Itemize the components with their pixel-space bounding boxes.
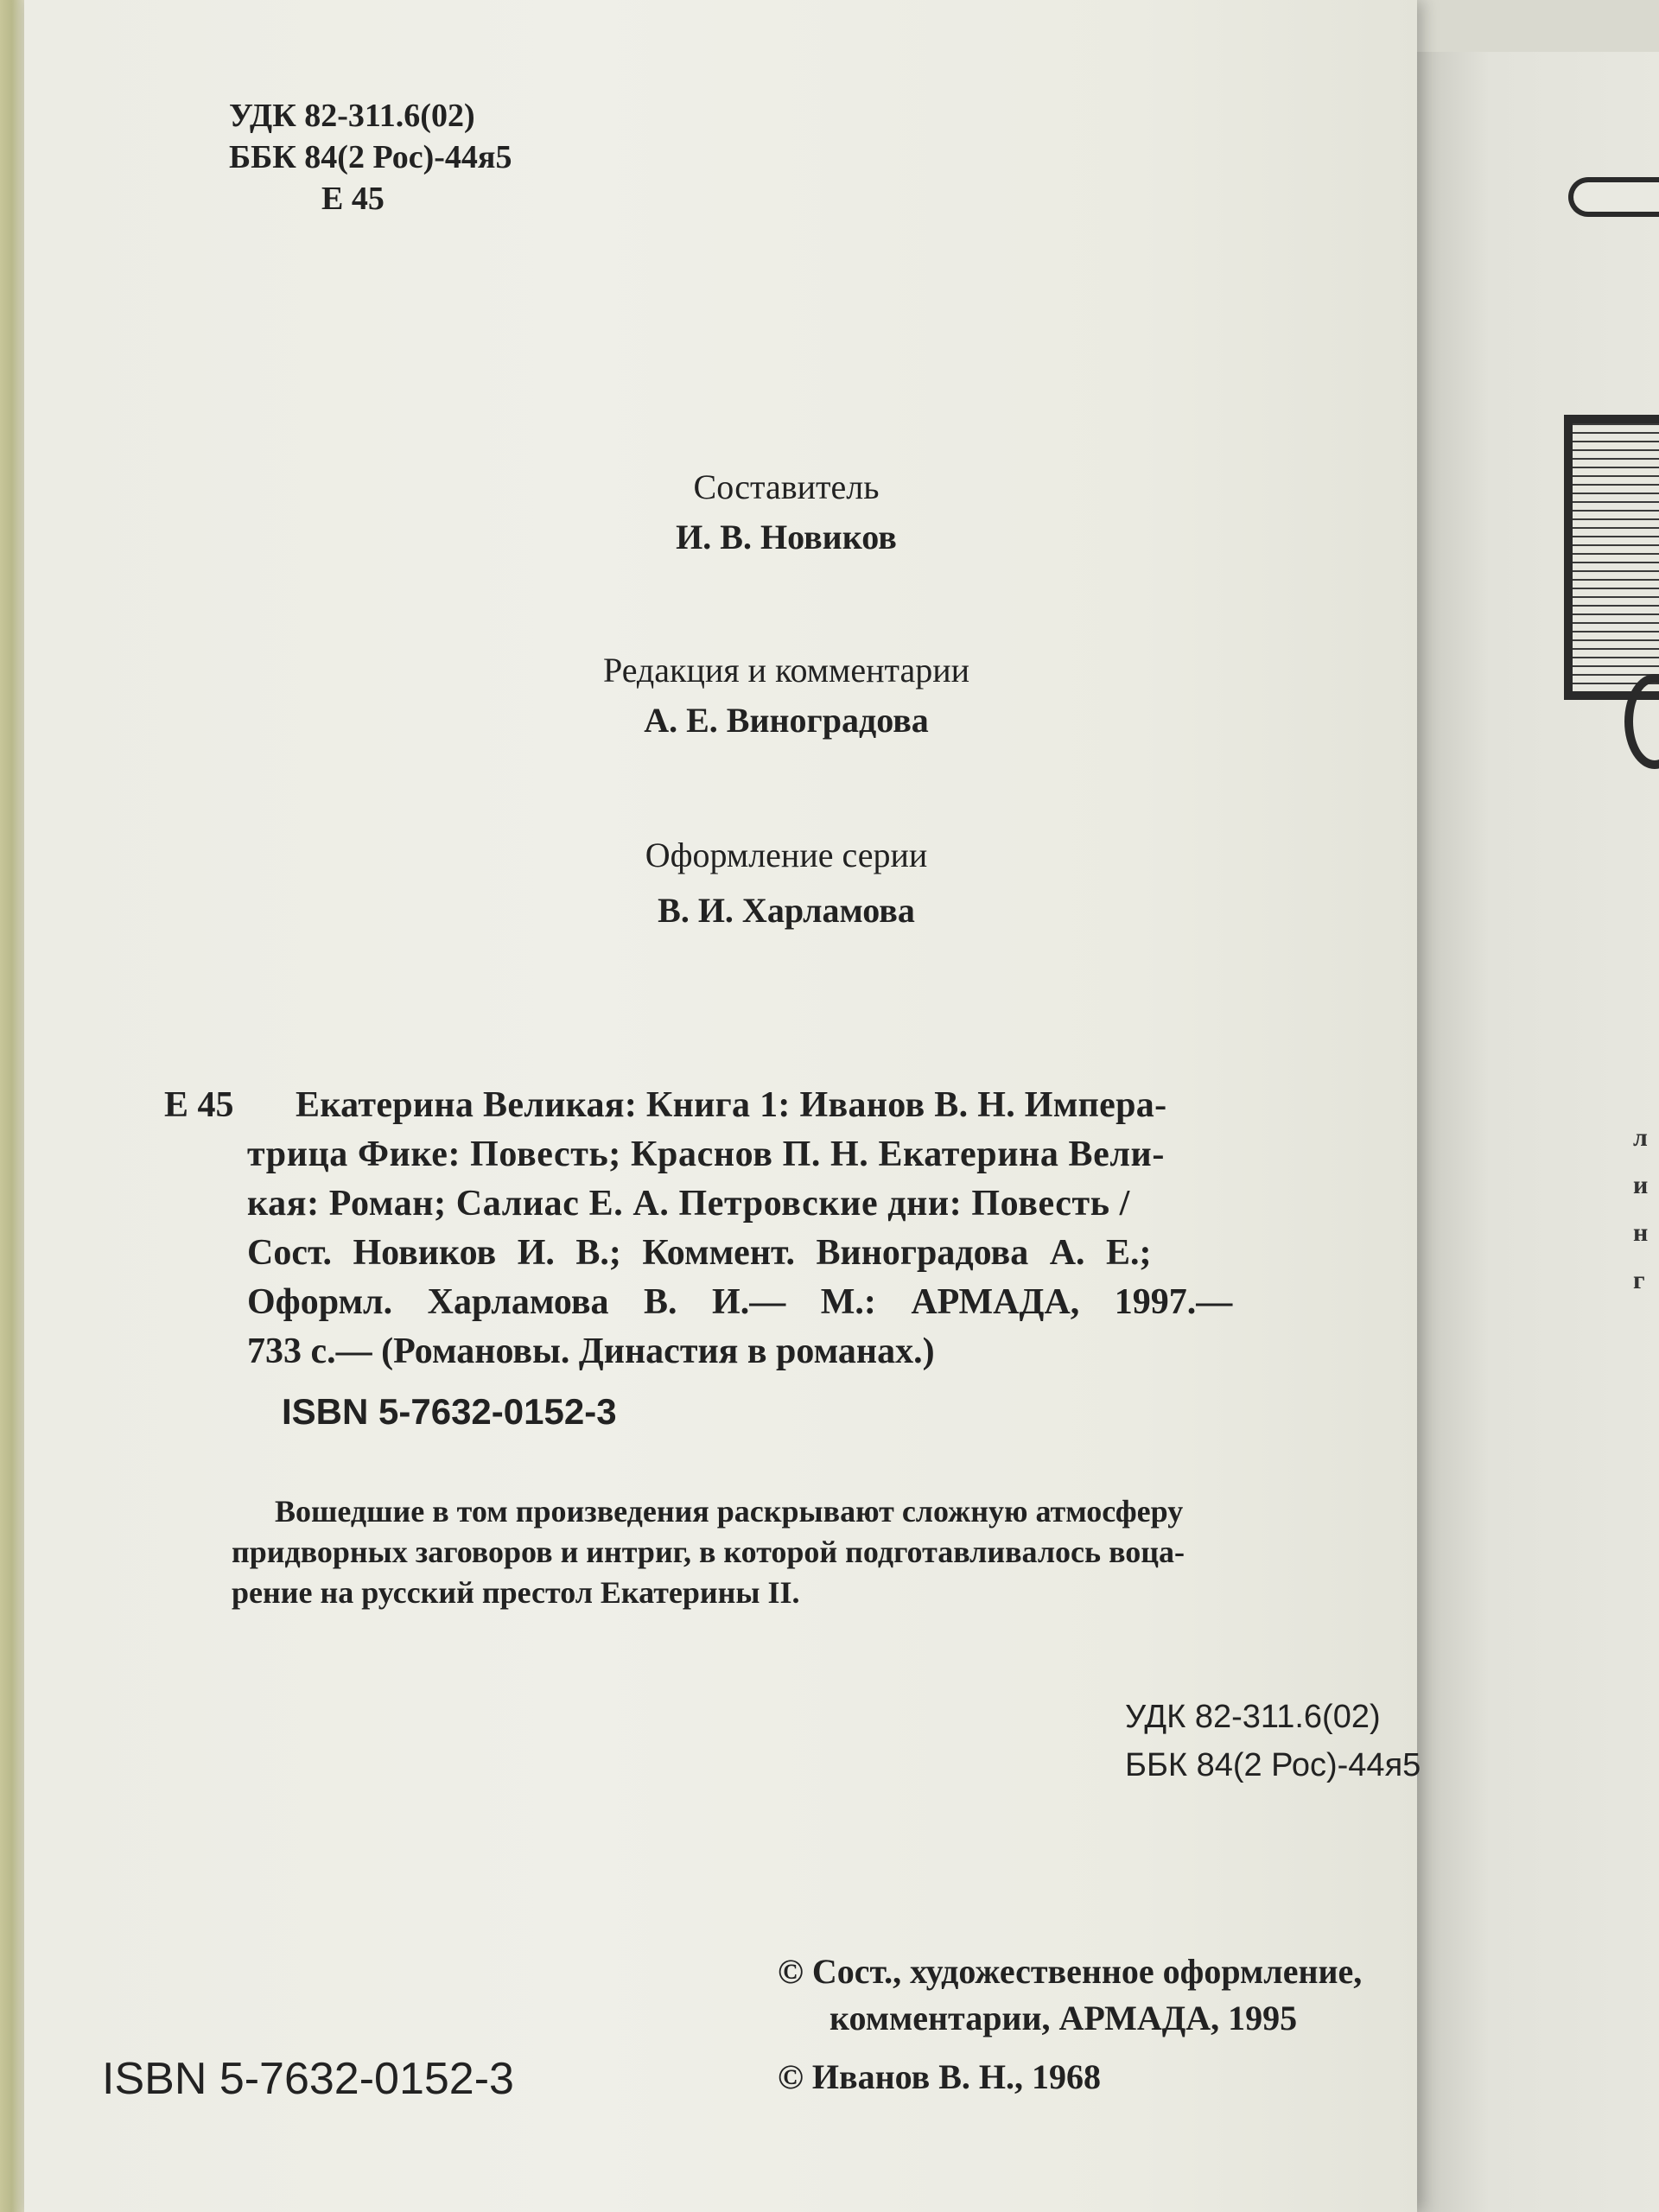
adjacent-page-letter: л <box>1633 1123 1648 1152</box>
ornamental-initial-icon <box>1564 415 1659 700</box>
adjacent-page-letter: н <box>1633 1218 1649 1247</box>
footer-bbk-code: ББК 84(2 Рос)-44я5 <box>1125 1747 1421 1783</box>
catalog-line: кая: Роман; Салиас Е. А. Петровские дни: Повесть / <box>247 1184 1130 1224</box>
catalog-line: трица Фике: Повесть; Краснов П. Н. Екатерина Вели- <box>247 1135 1165 1174</box>
copyright-isbn: ISBN 5-7632-0152-3 <box>102 2054 514 2104</box>
catalog-line: 733 с.— (Романовы. Династия в романах.) <box>247 1332 935 1371</box>
adjacent-page <box>1417 52 1659 2212</box>
editor-role: Редакция и комментарии <box>602 651 970 690</box>
ornament-scroll-icon <box>1568 177 1659 217</box>
catalog-isbn: ISBN 5-7632-0152-3 <box>282 1391 617 1432</box>
copyright-line: © Иванов В. Н., 1968 <box>778 2057 1102 2096</box>
catalog-line: Сост. Новиков И. В.; Коммент. Виноградова А. Е.; <box>247 1233 1152 1273</box>
adjacent-page-letter: г <box>1633 1266 1645 1294</box>
copyright-line: комментарии, АРМАДА, 1995 <box>830 1999 1298 2037</box>
compiler-role: Составитель <box>693 467 880 506</box>
udk-code: УДК 82-311.6(02) <box>229 98 475 134</box>
author-mark: Е 45 <box>321 181 385 217</box>
editor-name: А. Е. Виноградова <box>644 701 929 740</box>
compiler-name: И. В. Новиков <box>676 518 897 556</box>
footer-udk-code: УДК 82-311.6(02) <box>1125 1699 1381 1735</box>
designer-name: В. И. Харламова <box>658 891 915 930</box>
catalog-line: Оформл. Харламова В. И.— М.: АРМАДА, 1997.— <box>247 1282 1233 1322</box>
annotation-line: рение на русский престол Екатерины II. <box>232 1575 800 1610</box>
bbk-code: ББК 84(2 Рос)-44я5 <box>229 139 512 175</box>
adjacent-page-letter: и <box>1633 1171 1649 1199</box>
catalog-mark: Е 45 <box>164 1085 234 1125</box>
copyright-line: © Сост., художественное оформление, <box>778 1952 1363 1991</box>
designer-role: Оформление серии <box>645 836 928 874</box>
annotation-line: придворных заговоров и интриг, в которой подготавливалось воца- <box>232 1535 1185 1569</box>
catalog-line: Екатерина Великая: Книга 1: Иванов В. Н. Импера- <box>296 1085 1167 1125</box>
annotation-line: Вошедшие в том произведения раскрывают сложную атмосферу <box>275 1494 1184 1529</box>
